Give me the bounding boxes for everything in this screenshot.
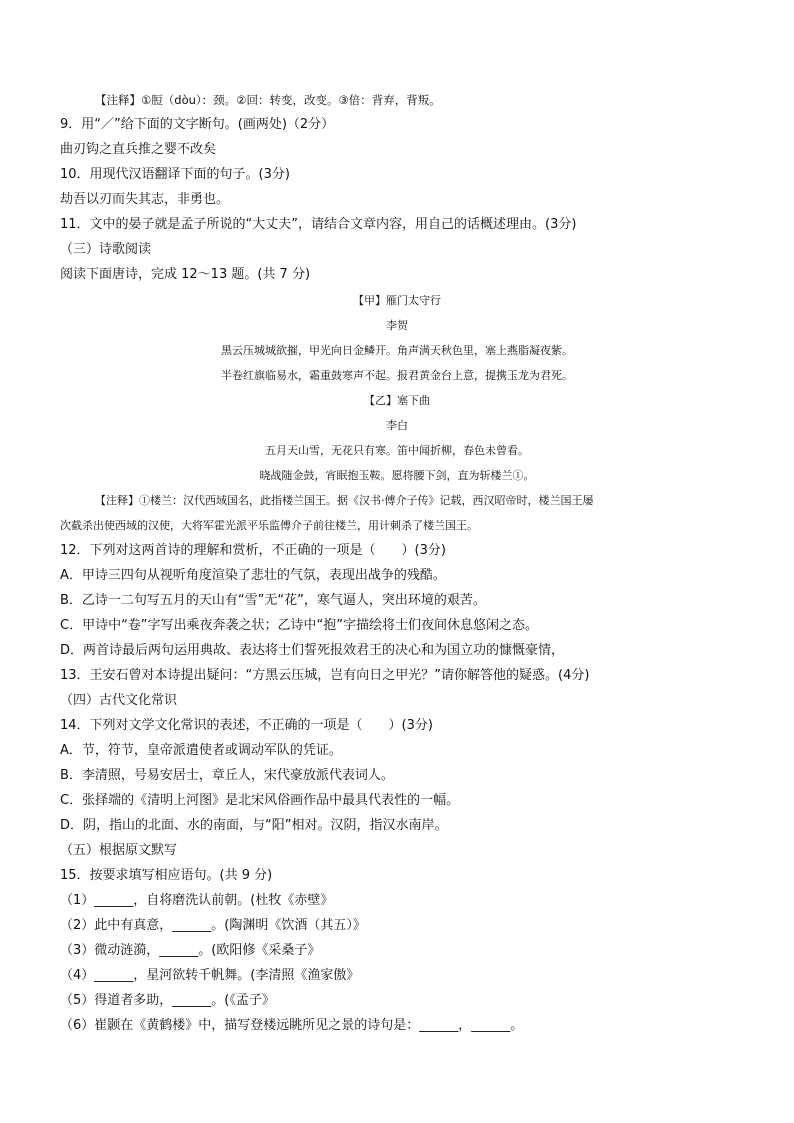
poem-a-line-2: 半卷红旗临易水，霜重鼓寒声不起。报君黄金台上意，提携玉龙为君死。 (221, 369, 573, 382)
question-15-item-2: （2）此中有真意，______。(陶渊明《饮酒（其五）》 (60, 918, 366, 933)
annotation-note-2-line-1: 【注释】①楼兰：汉代西域国名，此指楼兰国王。据《汉书·傅介子传》记载，西汉昭帝时，楼兰国王屡 (95, 494, 594, 507)
question-12: 12．下列对这两首诗的理解和赏析，不正确的一项是（ ）(3分) (60, 543, 446, 558)
poem-b-line-1: 五月天山雪，无花只有寒。笛中闻折柳，春色未曾看。 (265, 444, 529, 457)
question-15-item-6: （6）崔颢在《黄鹤楼》中，描写登楼远眺所见之景的诗句是：______，______。 (60, 1018, 524, 1033)
question-11: 11．文中的晏子就是孟子所说的“大丈夫”，请结合文章内容，用自己的话概述理由。(3分) (60, 217, 577, 232)
question-10: 10．用现代汉语翻译下面的句子。(3分) (60, 167, 290, 182)
question-12-option-d: D．两首诗最后两句运用典故、表达将士们誓死报效君王的决心和为国立功的慷慨豪情， (60, 643, 565, 658)
section-3-intro: 阅读下面唐诗，完成 12～13 题。(共 7 分) (60, 267, 311, 282)
annotation-note-2-line-2: 次截杀出使西域的汉使，大将军霍光派平乐监傅介子前往楼兰，用计刺杀了楼兰国王。 (60, 519, 478, 532)
question-10-text: 劫吾以刃而失其志，非勇也。 (60, 192, 230, 207)
section-4-heading: （四）古代文化常识 (60, 693, 178, 708)
poem-b-title: 【乙】塞下曲 (364, 394, 430, 407)
question-14: 14．下列对文学文化常识的表述，不正确的一项是（ ）(3分) (60, 718, 433, 733)
poem-a-title: 【甲】雁门太守行 (353, 294, 441, 307)
poem-b-author: 李白 (386, 419, 408, 432)
question-14-option-b: B．李清照，号易安居士，章丘人，宋代豪放派代表词人。 (60, 768, 394, 783)
annotation-note-1: 【注释】①脰（dòu）：颈。②回：转变，改变。③倍：背弃，背叛。 (95, 93, 441, 107)
section-5-heading: （五）根据原文默写 (60, 843, 178, 858)
question-9: 9．用“／”给下面的文字断句。(画两处)（2分） (60, 117, 335, 132)
question-15-item-5: （5）得道者多助，______。(《孟子》 (60, 993, 275, 1008)
question-13: 13．王安石曾对本诗提出疑问：“方黑云压城，岂有向日之甲光？”请你解答他的疑惑。(4分) (60, 668, 590, 683)
question-15-item-1: （1）______，自将磨洗认前朝。(杜牧《赤壁》 (60, 893, 334, 908)
question-15-item-3: （3）微动涟漪，______。(欧阳修《采桑子》 (60, 943, 321, 958)
question-14-option-d: D．阴，指山的北面、水的南面，与“阳”相对。汉阴，指汉水南岸。 (60, 818, 448, 833)
poem-b-line-2: 晓战随金鼓，宵眠抱玉鞍。愿将腰下剑，直为斩楼兰①。 (259, 469, 535, 482)
poem-a-author: 李贺 (386, 319, 408, 332)
section-3-heading: （三）诗歌阅读 (60, 242, 152, 257)
question-12-option-a: A．甲诗三四句从视听角度渲染了悲壮的气氛，表现出战争的残酷。 (60, 568, 446, 583)
poem-a-line-1: 黑云压城城欲摧，甲光向日金鳞开。角声满天秋色里，塞上燕脂凝夜紫。 (221, 344, 573, 357)
question-15-item-4: （4）______，星河欲转千帆舞。(李清照《渔家傲》 (60, 968, 360, 983)
question-9-text: 曲刃钩之直兵推之婴不改矣 (60, 142, 217, 157)
question-12-option-c: C．甲诗中“卷”字写出乘夜奔袭之状；乙诗中“抱”字描绘将士们夜间休息悠闲之态。 (60, 618, 539, 633)
question-14-option-c: C．张择端的《清明上河图》是北宋风俗画作品中最具代表性的一幅。 (60, 793, 460, 808)
question-12-option-b: B．乙诗一二句写五月的天山有“雪”无“花”，寒气逼人，突出环境的艰苦。 (60, 593, 486, 608)
question-15: 15．按要求填写相应语句。(共 9 分) (60, 868, 273, 883)
question-14-option-a: A．节，符节，皇帝派遣使者或调动军队的凭证。 (60, 743, 342, 758)
